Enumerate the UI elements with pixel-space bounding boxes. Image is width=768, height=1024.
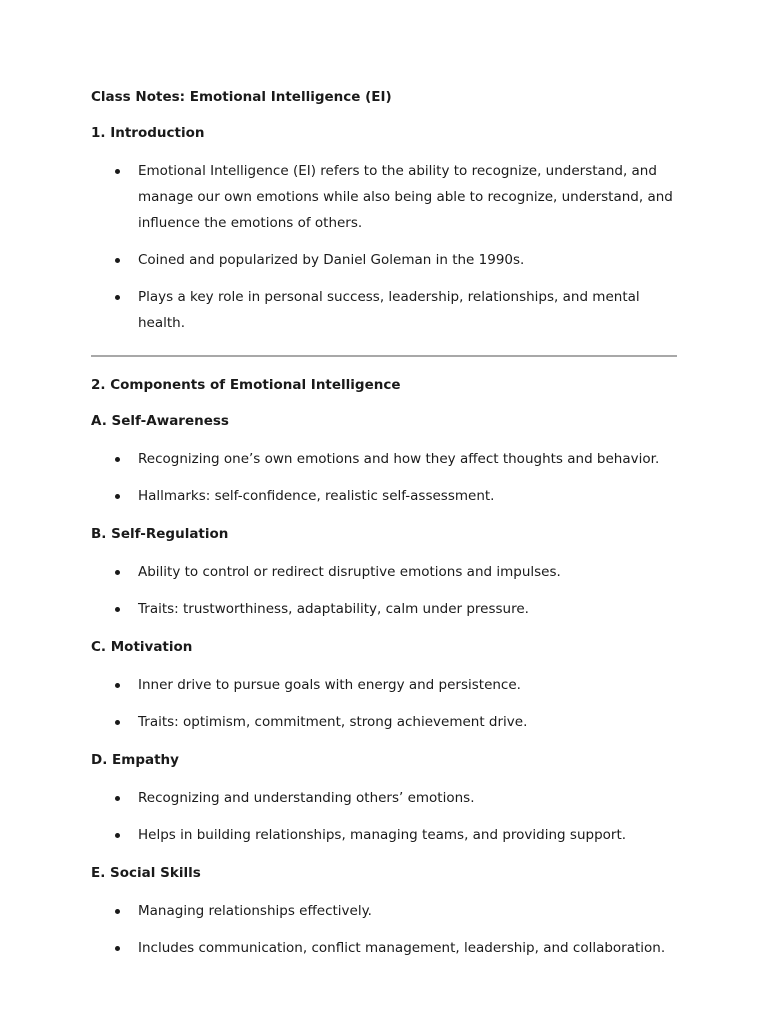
document-page	[91, 86, 677, 975]
list-item-text: Includes communication, conflict management, leadership, and collaboration.	[138, 940, 666, 956]
motivation-list	[91, 672, 677, 735]
bullet-icon	[115, 909, 120, 914]
list-item-text: Coined and popularized by Daniel Goleman in the 1990s.	[138, 252, 525, 268]
subsection-heading-empathy: D. Empathy	[91, 752, 179, 768]
section-heading-components: 2. Components of Emotional Intelligence	[91, 377, 401, 393]
list-item-text: Recognizing and understanding others’ emotions.	[138, 790, 475, 806]
list-item	[91, 158, 677, 236]
empathy-list	[91, 785, 677, 848]
bullet-icon	[115, 833, 120, 838]
list-item	[91, 247, 677, 273]
section-divider	[91, 355, 677, 357]
list-item-text: Plays a key role in personal success, leadership, relationships, and mental health.	[138, 289, 640, 331]
bullet-icon	[115, 295, 120, 300]
list-item-text: Traits: trustworthiness, adaptability, calm under pressure.	[138, 601, 529, 617]
bullet-icon	[115, 946, 120, 951]
self-regulation-list	[91, 559, 677, 622]
list-item	[91, 446, 677, 472]
list-item	[91, 935, 677, 961]
list-item-text: Traits: optimism, commitment, strong achievement drive.	[138, 714, 528, 730]
subsection-heading-social-skills: E. Social Skills	[91, 865, 201, 881]
list-item	[91, 785, 677, 811]
bullet-icon	[115, 796, 120, 801]
bullet-icon	[115, 494, 120, 499]
list-item-text: Helps in building relationships, managing teams, and providing support.	[138, 827, 627, 843]
introduction-list	[91, 158, 677, 336]
list-item	[91, 822, 677, 848]
social-skills-list	[91, 898, 677, 961]
list-item	[91, 709, 677, 735]
list-item	[91, 596, 677, 622]
list-item-text: Emotional Intelligence (EI) refers to the ability to recognize, understand, and manage our own emotions while also being able to recognize, understand, and influence the emotions of others.	[138, 163, 673, 231]
subsection-heading-motivation: C. Motivation	[91, 639, 193, 655]
list-item	[91, 284, 677, 336]
section-heading-introduction: 1. Introduction	[91, 125, 205, 141]
list-item	[91, 483, 677, 509]
list-item-text: Recognizing one’s own emotions and how they affect thoughts and behavior.	[138, 451, 660, 467]
subsection-heading-self-awareness: A. Self-Awareness	[91, 413, 229, 429]
document-title: Class Notes: Emotional Intelligence (EI)	[91, 89, 392, 105]
list-item	[91, 559, 677, 585]
bullet-icon	[115, 258, 120, 263]
bullet-icon	[115, 720, 120, 725]
bullet-icon	[115, 169, 120, 174]
bullet-icon	[115, 570, 120, 575]
bullet-icon	[115, 683, 120, 688]
list-item-text: Ability to control or redirect disruptive emotions and impulses.	[138, 564, 561, 580]
list-item-text: Inner drive to pursue goals with energy and persistence.	[138, 677, 521, 693]
list-item-text: Managing relationships effectively.	[138, 903, 372, 919]
list-item	[91, 898, 677, 924]
subsection-heading-self-regulation: B. Self-Regulation	[91, 526, 229, 542]
bullet-icon	[115, 607, 120, 612]
bullet-icon	[115, 457, 120, 462]
list-item	[91, 672, 677, 698]
list-item-text: Hallmarks: self-confidence, realistic self-assessment.	[138, 488, 495, 504]
self-awareness-list	[91, 446, 677, 509]
